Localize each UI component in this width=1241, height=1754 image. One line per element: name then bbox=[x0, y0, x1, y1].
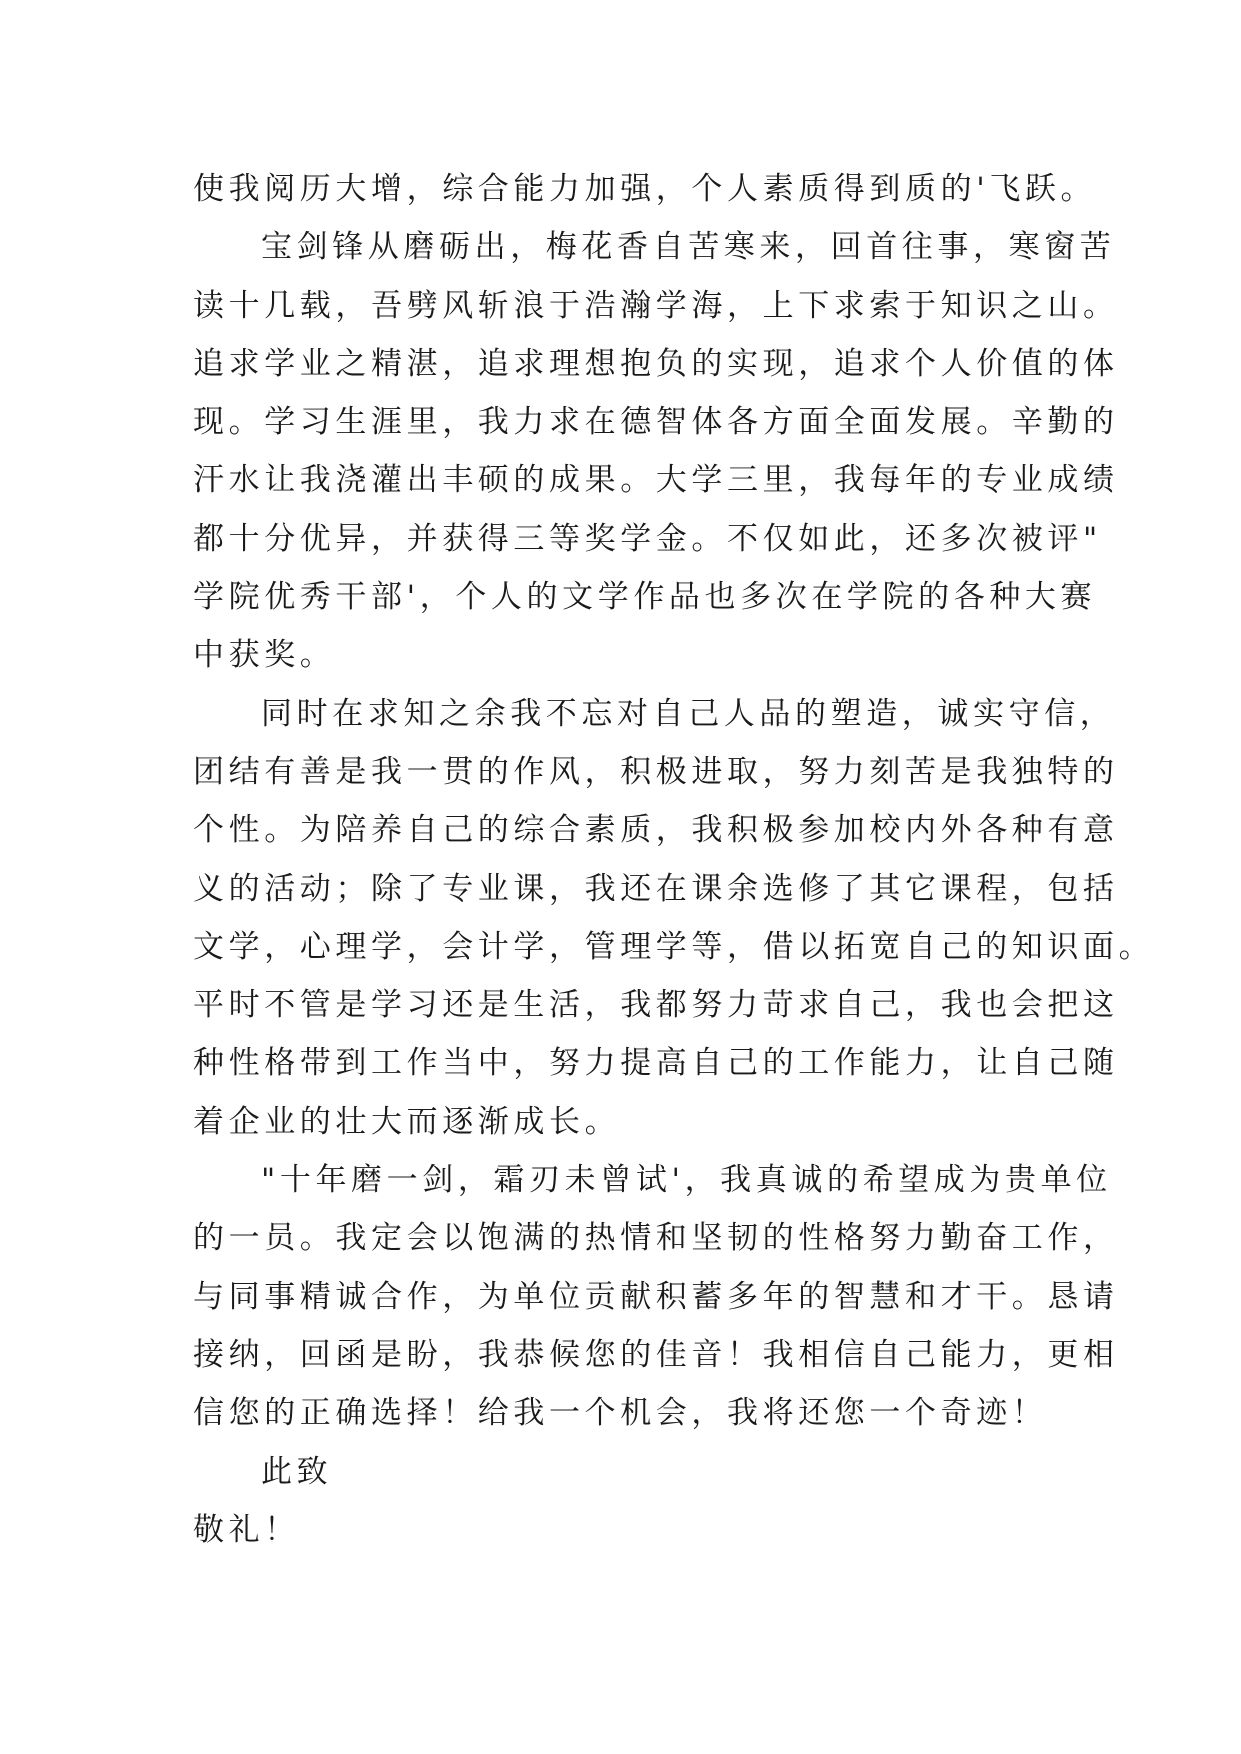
text-line: 着企业的壮大而逐渐成长。 bbox=[193, 1103, 621, 1140]
text-line: 团结有善是我一贯的作风，积极进取，努力刻苦是我独特的 bbox=[193, 753, 1119, 790]
text-line: 宝剑锋从磨砺出，梅花香自苦寒来，回首往事，寒窗苦 bbox=[261, 229, 1116, 266]
text-line: 个性。为陪养自己的综合素质，我积极参加校内外各种有意 bbox=[193, 812, 1119, 849]
text-line: 文学，心理学，会计学，管理学等，借以拓宽自己的知识面。 bbox=[193, 928, 1155, 965]
text-line: 汗水让我浇灌出丰硕的成果。大学三里，我每年的专业成绩 bbox=[193, 462, 1119, 499]
text-line: 信您的正确选择！给我一个机会，我将还您一个奇迹！ bbox=[193, 1395, 1048, 1432]
text-line: 追求学业之精湛，追求理想抱负的实现，追求个人价值的体 bbox=[193, 345, 1119, 382]
text-line: 种性格带到工作当中，努力提高自己的工作能力，让自己随 bbox=[193, 1045, 1119, 1082]
text-line: 接纳，回函是盼，我恭候您的佳音！我相信自己能力，更相 bbox=[193, 1336, 1119, 1373]
text-line: 都十分优异，并获得三等奖学金。不仅如此，还多次被评" bbox=[193, 520, 1102, 557]
text-line: 平时不管是学习还是生活，我都努力苛求自己，我也会把这 bbox=[193, 987, 1119, 1024]
text-line: 学院优秀干部'，个人的文学作品也多次在学院的各种大赛 bbox=[193, 579, 1097, 616]
text-line: 同时在求知之余我不忘对自己人品的塑造，诚实守信， bbox=[261, 695, 1116, 732]
text-line: 与同事精诚合作，为单位贡献积蓄多年的智慧和才干。恳请 bbox=[193, 1278, 1119, 1315]
text-line: 读十几载，吾劈风斩浪于浩瀚学海，上下求索于知识之山。 bbox=[193, 287, 1119, 324]
text-line: 使我阅历大增，综合能力加强，个人素质得到质的'飞跃。 bbox=[193, 171, 1097, 207]
text-line: 的一员。我定会以饱满的热情和坚韧的性格努力勤奋工作， bbox=[193, 1220, 1119, 1257]
closing-salutation: 此致 bbox=[261, 1453, 333, 1490]
text-line: "十年磨一剑，霜刃未曾试'，我真诚的希望成为贵单位 bbox=[261, 1162, 1112, 1199]
closing-regards: 敬礼！ bbox=[193, 1511, 300, 1548]
letter-body bbox=[193, 160, 1155, 1559]
text-line: 中获奖。 bbox=[193, 637, 336, 674]
text-line: 现。学习生涯里，我力求在德智体各方面全面发展。辛勤的 bbox=[193, 404, 1119, 441]
text-line: 义的活动；除了专业课，我还在课余选修了其它课程，包括 bbox=[193, 870, 1119, 907]
